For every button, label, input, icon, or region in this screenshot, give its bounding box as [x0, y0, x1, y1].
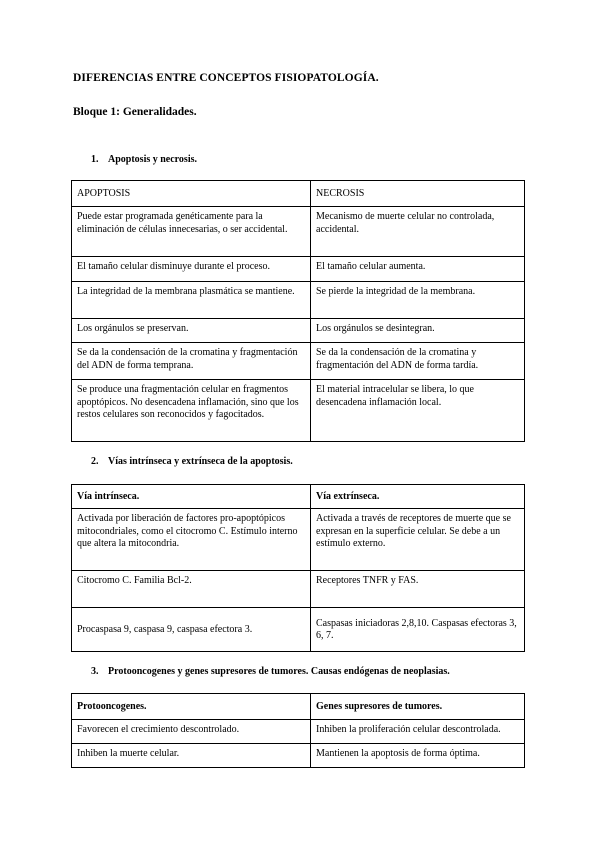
table-row: [72, 319, 525, 343]
table-row: [72, 282, 525, 319]
table-row: [72, 207, 525, 257]
table-cell: Los orgánulos se desintegran.: [311, 319, 525, 343]
section-number: 3.: [91, 666, 99, 677]
table-cell: Caspasas iniciadoras 2,8,10. Caspasas efectoras 3, 6, 7.: [311, 608, 525, 652]
header-cell: APOPTOSIS: [72, 181, 311, 207]
header-cell: Genes supresores de tumores.: [311, 694, 525, 720]
table-cell: Activada a través de receptores de muerte que se expresan en la superficie celular. Se debe a un estímulo externo.: [311, 509, 525, 571]
table-cell: Se produce una fragmentación celular en fragmentos apoptópicos. No desencadena inflamación, sino que los restos celulares son reconocidos y fagocitados.: [72, 380, 311, 442]
table-cell: Inhiben la proliferación celular descontrolada.: [311, 720, 525, 744]
table-cell: Citocromo C. Familia Bcl-2.: [72, 571, 311, 608]
table-row: [72, 608, 525, 652]
table-cell: Se da la condensación de la cromatina y fragmentación del ADN de forma temprana.: [72, 343, 311, 380]
table-row: [72, 720, 525, 744]
table-cell: El tamaño celular disminuye durante el proceso.: [72, 257, 311, 282]
section-title: Apoptosis y necrosis.: [108, 154, 197, 165]
block-title: Bloque 1: Generalidades.: [73, 106, 197, 118]
table-header-row: [72, 181, 525, 207]
table-protooncogenes: [71, 693, 525, 768]
table-vias-apoptosis: [71, 484, 525, 652]
section-number: 1.: [91, 154, 99, 165]
table-row: [72, 744, 525, 768]
section-number: 2.: [91, 456, 99, 467]
table-header-row: [72, 485, 525, 509]
section-heading-1: [91, 154, 197, 165]
table-cell: El tamaño celular aumenta.: [311, 257, 525, 282]
table-row: [72, 571, 525, 608]
table-cell: Los orgánulos se preservan.: [72, 319, 311, 343]
table-cell: La integridad de la membrana plasmática se mantiene.: [72, 282, 311, 319]
table-cell: Procaspasa 9, caspasa 9, caspasa efectora 3.: [72, 608, 311, 652]
section-heading-2: [91, 456, 293, 467]
table-apoptosis-necrosis: [71, 180, 525, 442]
table-cell: Puede estar programada genéticamente para la eliminación de células innecesarias, o ser accidental.: [72, 207, 311, 257]
table-cell: Receptores TNFR y FAS.: [311, 571, 525, 608]
table-cell: Mecanismo de muerte celular no controlada, accidental.: [311, 207, 525, 257]
header-cell: Vía extrínseca.: [311, 485, 525, 509]
section-heading-3: [91, 666, 450, 677]
table-row: [72, 257, 525, 282]
header-cell: Protooncogenes.: [72, 694, 311, 720]
section-title: Protooncogenes y genes supresores de tumores. Causas endógenas de neoplasias.: [108, 666, 450, 677]
header-cell: Vía intrínseca.: [72, 485, 311, 509]
section-title: Vías intrínseca y extrínseca de la apoptosis.: [108, 456, 293, 467]
table-cell: Se pierde la integridad de la membrana.: [311, 282, 525, 319]
table-row: [72, 343, 525, 380]
table-header-row: [72, 694, 525, 720]
table-cell: Activada por liberación de factores pro-apoptópicos mitocondriales, como el citocromo C. Estímulo interno que altera la mitocondria.: [72, 509, 311, 571]
table-cell: Inhiben la muerte celular.: [72, 744, 311, 768]
table-cell: Favorecen el crecimiento descontrolado.: [72, 720, 311, 744]
table-row: [72, 380, 525, 442]
table-cell: Se da la condensación de la cromatina y fragmentación del ADN de forma tardía.: [311, 343, 525, 380]
table-cell: Mantienen la apoptosis de forma óptima.: [311, 744, 525, 768]
header-cell: NECROSIS: [311, 181, 525, 207]
document-title: DIFERENCIAS ENTRE CONCEPTOS FISIOPATOLOGÍA.: [73, 72, 379, 84]
table-row: [72, 509, 525, 571]
table-cell: El material intracelular se libera, lo que desencadena inflamación local.: [311, 380, 525, 442]
